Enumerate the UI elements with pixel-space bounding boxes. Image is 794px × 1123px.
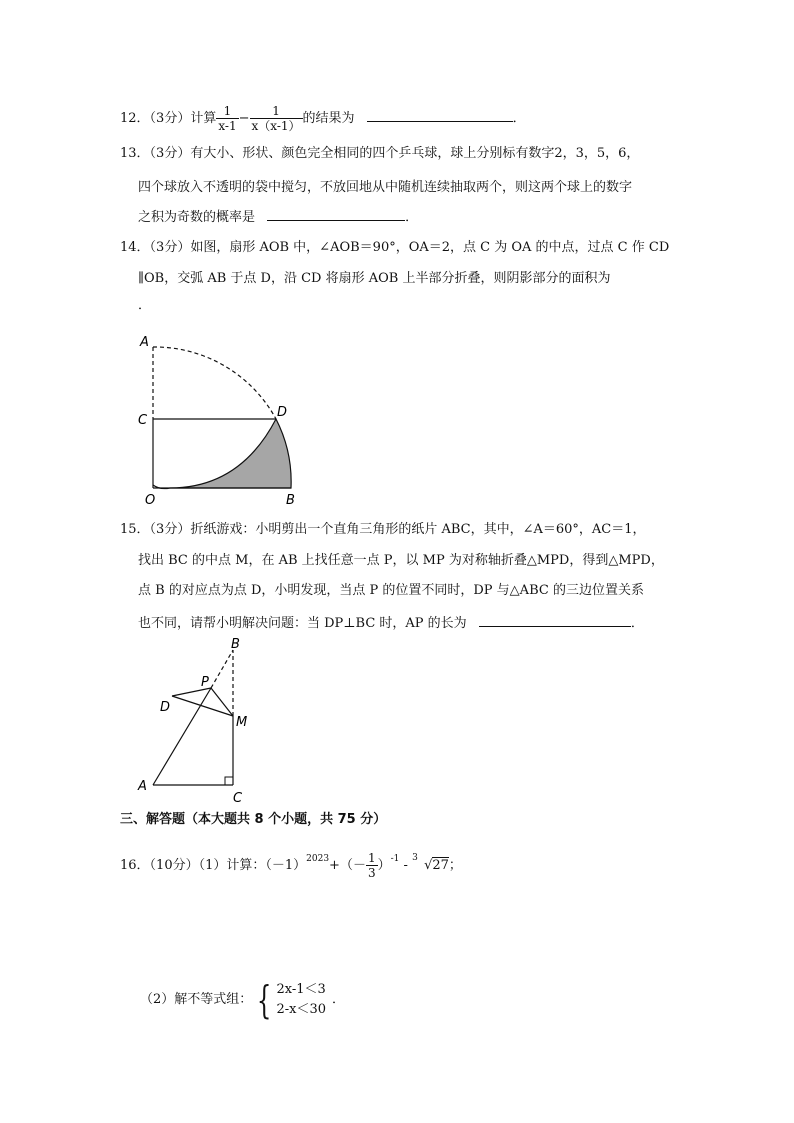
q12-number: 12．（3分） (120, 111, 191, 126)
q12-frac1-numerator: 1 (216, 104, 238, 119)
q16-part2-line (140, 980, 345, 1020)
q14-line-2: ∥OB，交弧 AB 于点 D，沿 CD 将扇形 AOB 上半部分折叠，则阴影部分的面积为 (138, 271, 611, 286)
q16-cube-root (412, 853, 449, 879)
q16-frac-denominator: 3 (367, 866, 376, 880)
q16-inequality-1: 2x-1＜3 (276, 982, 326, 997)
section-3-heading: 三、解答题（本大题共 8 个小题，共 75 分） (120, 812, 387, 827)
q16-root-index: 3 (412, 853, 418, 863)
q15-line-4-text: 也不同，请帮小明解决问题：当 DP⊥BC 时，AP 的长为 (138, 616, 467, 631)
q15-label-A: A (138, 779, 147, 794)
q15-label-P: P (201, 675, 209, 690)
q12-fraction-2 (250, 104, 303, 133)
q13-line-2: 四个球放入不透明的袋中搅匀，不放回地从中随机连续抽取两个，则这两个球上的数字 (138, 180, 633, 195)
q12-frac1-denominator: x-1 (218, 119, 237, 133)
q12-fraction-1 (216, 104, 238, 133)
q16-fraction (366, 851, 378, 880)
q16-brace: { (257, 978, 272, 1022)
q16-root-argument: 27 (432, 858, 449, 873)
q12-tail: 的结果为 (302, 111, 355, 126)
q13-line-3 (138, 208, 418, 226)
q12-answer-blank[interactable] (367, 109, 513, 122)
q14-line-1: 14．（3分）如图，扇形 AOB 中，∠AOB＝90°，OA＝2，点 C 为 OA 的中点，过点 C 作 CD (120, 240, 670, 255)
q16-inequality-system (276, 980, 326, 1020)
q15-line-4 (138, 614, 644, 632)
q15-right-angle-mark (225, 777, 233, 785)
q14-label-A: A (140, 335, 149, 350)
q16-minus: - (399, 858, 413, 873)
q15-label-C: C (233, 791, 243, 806)
q12-frac2-denominator: x（x-1） (251, 119, 301, 133)
q14-shaded-region (170, 419, 291, 488)
q16-part1-prefix: 16．（10分）（1）计算：（－1） (120, 858, 307, 873)
q15-line-1: 15．（3分）折纸游戏：小明剪出一个直角三角形的纸片 ABC，其中，∠A＝60°，AC＝1， (120, 522, 646, 537)
q16-exponent-neg1: -1 (390, 854, 400, 864)
q16-exponent-2023: 2023 (306, 854, 330, 864)
q13-line-1: 13．（3分）有大小、形状、颜色完全相同的四个乒乓球，球上分别标有数字2，3，5，6， (120, 146, 640, 161)
q16-semicolon: ； (448, 858, 462, 873)
q13-line-3-text: 之积为奇数的概率是 (138, 210, 256, 225)
q15-segment-DM (172, 696, 233, 716)
q16-close-paren: ） (377, 858, 391, 873)
q12-minus: − (238, 111, 250, 126)
q15-label-B: B (231, 637, 240, 652)
q16-part2-prefix: （2）解不等式组： (140, 992, 253, 1007)
q15-label-M: M (236, 715, 248, 730)
q13-answer-blank[interactable] (267, 208, 405, 221)
q12-end: ． (512, 111, 526, 126)
q15-answer-blank[interactable] (479, 614, 631, 627)
q12-frac2-numerator: 1 (250, 104, 303, 119)
q16-plus-open: +（－ (329, 858, 366, 873)
q16-radical-sign: √ (424, 858, 433, 873)
q15-segment-PB-dashed (211, 650, 233, 688)
q16-frac-numerator: 1 (367, 851, 376, 865)
q16-part1-line (120, 846, 462, 880)
q16-inequality-2: 2-x＜30 (276, 1002, 327, 1017)
q12-calc-word: 计算 (190, 111, 217, 126)
q15-label-D: D (160, 700, 171, 715)
q14-label-O: O (145, 493, 156, 508)
q14-line-3: ． (138, 298, 152, 313)
q15-end: ． (630, 616, 644, 631)
q15-figure (130, 636, 260, 808)
q13-end: ． (405, 210, 419, 225)
q16-part2-end: ． (332, 992, 346, 1007)
q15-line-3: 点 B 的对应点为点 D，小明发现，当点 P 的位置不同时，DP 与△ABC 的三边位置关系 (138, 583, 644, 598)
q14-dashed-arc (153, 347, 276, 419)
q14-label-D: D (277, 405, 288, 420)
q14-figure (130, 328, 310, 510)
q15-line-2: 找出 BC 的中点 M，在 AB 上找任意一点 P，以 MP 为对称轴折叠△MPD，得到△MPD， (138, 553, 664, 568)
q14-label-B: B (286, 493, 295, 508)
q12-line (120, 104, 526, 133)
q14-label-C: C (138, 413, 148, 428)
